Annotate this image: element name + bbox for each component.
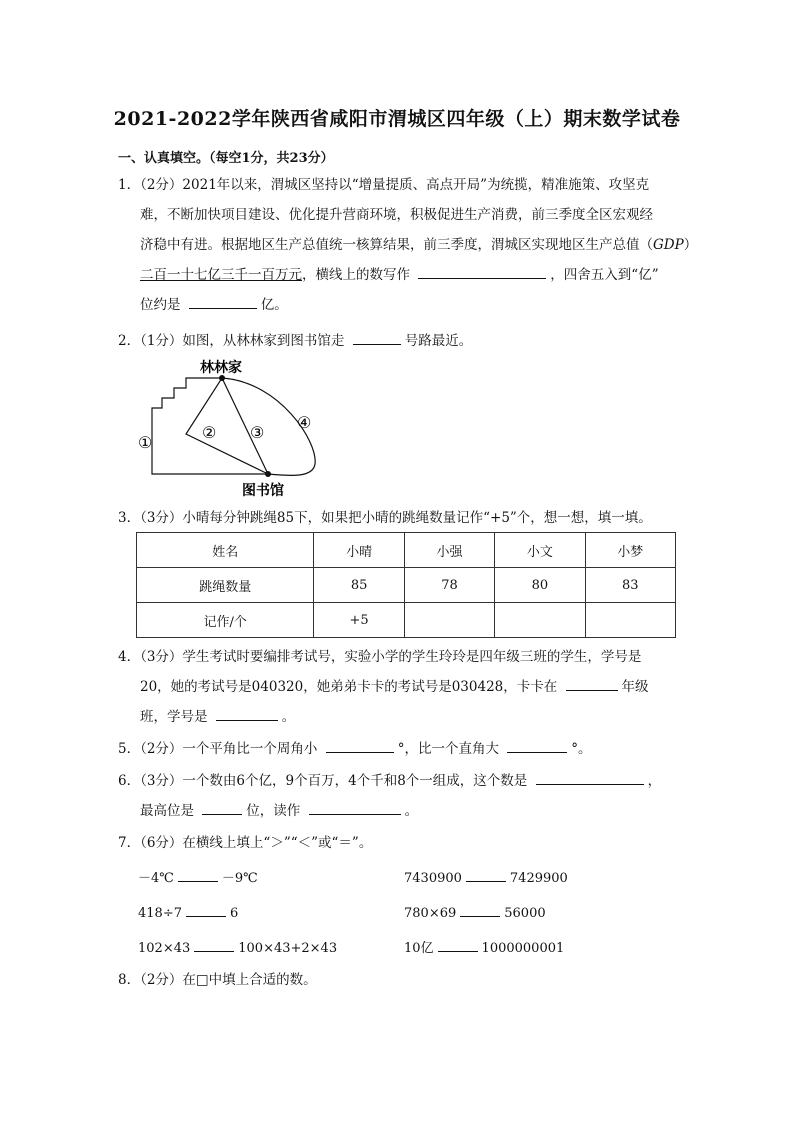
table-cell: 小梦 xyxy=(585,533,675,568)
answer-blank[interactable] xyxy=(194,937,234,952)
compare-left: 780×69 xyxy=(404,906,457,921)
answer-cell[interactable] xyxy=(585,603,675,638)
answer-cell[interactable] xyxy=(495,603,585,638)
answer-blank[interactable] xyxy=(466,867,506,882)
compare-right: 1000000001 xyxy=(481,941,565,956)
q1-line-1: 1．（2分）2021年以来，渭城区坚持以“增量提质、高点开局”为统揽，精准施策、攻坚克 xyxy=(118,177,650,193)
table-cell: 78 xyxy=(404,568,494,603)
table-cell: 记作/个 xyxy=(137,603,314,638)
compare-right: 56000 xyxy=(504,906,546,921)
q6-line-2 xyxy=(118,796,718,826)
answer-blank[interactable] xyxy=(326,738,394,753)
table-cell: 80 xyxy=(495,568,585,603)
compare-right: 6 xyxy=(229,906,239,921)
table-cell: 姓名 xyxy=(137,533,314,568)
compare-item xyxy=(404,902,546,921)
table-cell: 小文 xyxy=(495,533,585,568)
gdp-label: GDP xyxy=(653,237,684,253)
q4-text: 班，学号是 xyxy=(140,709,212,725)
table-cell: 83 xyxy=(585,568,675,603)
q6-text: 位，读作 xyxy=(246,803,305,819)
q5-text: °，比一个直角大 xyxy=(397,741,504,757)
answer-blank[interactable] xyxy=(507,738,567,753)
q6-text: 。 xyxy=(404,803,419,819)
route-2-label: ② xyxy=(202,423,217,442)
q1-text: 位约是 xyxy=(140,297,185,313)
question-4 xyxy=(118,642,698,732)
answer-blank[interactable] xyxy=(202,800,242,815)
section-heading: 一、认真填空。（每空1分，共23分） xyxy=(118,151,334,166)
answer-blank[interactable] xyxy=(438,937,478,952)
question-6 xyxy=(118,766,718,826)
question-8: 8．（2分）在□中填上合适的数。 xyxy=(118,972,317,988)
question-1 xyxy=(118,170,698,320)
answer-blank[interactable] xyxy=(460,902,500,917)
jump-rope-table xyxy=(136,532,676,638)
table-row xyxy=(137,568,676,603)
question-5 xyxy=(118,734,698,764)
answer-blank[interactable] xyxy=(216,706,278,721)
q1-text: 济稳中有进。根据地区生产总值统一核算结果，前三季度，渭城区实现地区生产总值（ xyxy=(140,237,653,253)
q1-text: ） xyxy=(683,237,698,253)
answer-blank[interactable] xyxy=(189,294,257,309)
q1-line-2: 难，不断加快项目建设、优化提升营商环境，积极促进生产消费，前三季度全区宏观经 xyxy=(140,207,653,223)
answer-blank[interactable] xyxy=(309,800,401,815)
q1-line-3 xyxy=(118,230,698,260)
route-diagram xyxy=(130,356,330,500)
q4-text: 20，她的考试号是040320，她弟弟卡卡的考试号是030428，卡卡在 xyxy=(140,679,562,695)
compare-left: 418÷7 xyxy=(138,906,182,921)
q4-line-3 xyxy=(118,702,698,732)
compare-left: 7430900 xyxy=(404,871,462,886)
table-row xyxy=(137,533,676,568)
q2-text: 2．（1分）如图，从林林家到图书馆走 xyxy=(118,333,349,349)
q1-text: ，四舍五入到“亿” xyxy=(550,267,659,283)
question-3: 3．（3分）小晴每分钟跳绳85下，如果把小晴的跳绳数量记作“+5”个，想一想，填一填。 xyxy=(118,510,652,526)
table-cell: 跳绳数量 xyxy=(137,568,314,603)
q6-text: 6．（3分）一个数由6个亿，9个百万，4个千和8个一组成，这个数是 xyxy=(118,773,532,789)
q4-text: 年级 xyxy=(621,679,649,695)
compare-item xyxy=(138,902,238,921)
table-cell: 小强 xyxy=(404,533,494,568)
q1-text: 亿。 xyxy=(260,297,288,313)
answer-blank[interactable] xyxy=(418,264,546,279)
compare-left: －4℃ xyxy=(138,871,174,886)
answer-blank[interactable] xyxy=(566,676,618,691)
table-cell: 85 xyxy=(314,568,404,603)
compare-left: 102×43 xyxy=(138,941,191,956)
table-cell: 小晴 xyxy=(314,533,404,568)
compare-item xyxy=(404,867,568,886)
q4-line-2 xyxy=(118,672,698,702)
compare-item xyxy=(138,867,258,886)
underlined-number: 二百一十七亿三千一百万元 xyxy=(140,267,302,283)
q4-line-1: 4．（3分）学生考试时要编排考试号，实验小学的学生玲玲是四年级三班的学生，学号是 xyxy=(118,649,642,665)
q1-line-4 xyxy=(118,260,698,290)
question-2 xyxy=(118,326,698,356)
q2-text: 号路最近。 xyxy=(404,333,473,349)
compare-item xyxy=(138,937,337,956)
compare-item xyxy=(404,937,564,956)
route-4-label: ④ xyxy=(297,413,312,432)
compare-left: 10亿 xyxy=(404,941,434,956)
q6-text: ， xyxy=(647,773,662,789)
table-row xyxy=(137,603,676,638)
answer-blank[interactable] xyxy=(536,770,644,785)
home-label: 林林家 xyxy=(200,360,242,376)
route-3-label: ③ xyxy=(250,423,265,442)
library-label: 图书馆 xyxy=(242,483,284,499)
q5-text: °。 xyxy=(571,741,592,757)
q4-text: 。 xyxy=(281,709,296,725)
answer-blank[interactable] xyxy=(186,902,226,917)
answer-blank[interactable] xyxy=(353,330,401,345)
library-point xyxy=(265,471,271,477)
table-cell: +5 xyxy=(314,603,404,638)
compare-right: －9℃ xyxy=(221,871,258,886)
compare-right: 100×43+2×43 xyxy=(238,941,338,956)
question-7: 7．（6分）在横线上填上“＞”“＜”或“＝”。 xyxy=(118,835,373,851)
q6-line-1 xyxy=(118,766,718,796)
page-title: 2021-2022学年陕西省咸阳市渭城区四年级（上）期末数学试卷 xyxy=(113,108,681,130)
q6-text: 最高位是 xyxy=(140,803,199,819)
route-1-label: ① xyxy=(138,433,153,452)
q1-text: ，横线上的数写作 xyxy=(302,267,415,283)
compare-right: 7429900 xyxy=(509,871,568,886)
q1-line-5 xyxy=(118,290,698,320)
answer-blank[interactable] xyxy=(178,867,218,882)
answer-cell[interactable] xyxy=(404,603,494,638)
q5-text: 5．（2分）一个平角比一个周角小 xyxy=(118,741,322,757)
